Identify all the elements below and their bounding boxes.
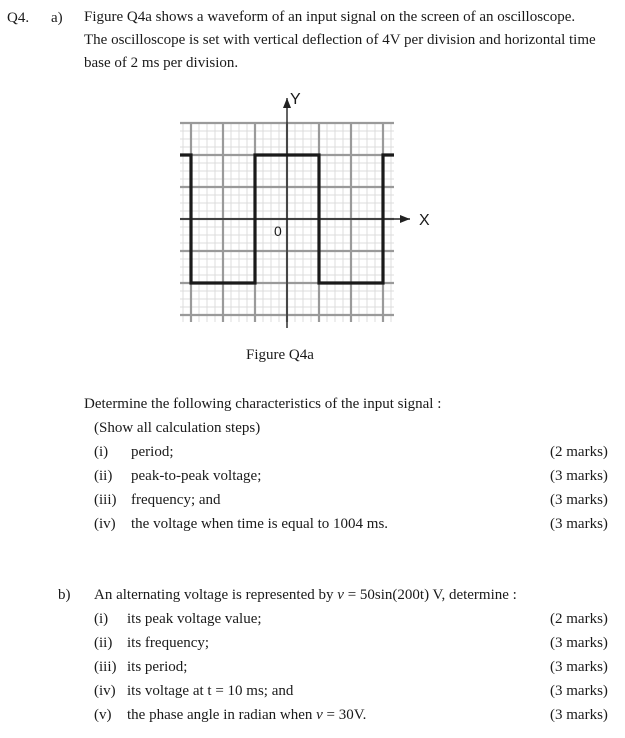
item-marks: (3 marks) [550,707,608,723]
item-number: (i) [94,444,109,460]
y-axis-label: Y [290,91,301,108]
item-marks: (3 marks) [550,468,608,484]
oscilloscope-figure [172,86,442,336]
item-text-pre: the phase angle in radian when [127,707,317,723]
item-text: its frequency; [127,635,210,651]
part-b-label: b) [58,587,71,603]
question-number: Q4. [7,10,30,26]
item-marks: (2 marks) [550,444,608,460]
x-axis-arrow [400,215,410,223]
item-number: (iv) [94,683,116,699]
intro-line-3: base of 2 ms per division. [84,55,239,71]
item-text-post: = 30V. [322,707,367,723]
item-number: (i) [94,611,109,627]
intro-text-post: = 50sin(200t) V, determine : [343,587,517,603]
part-a-intro [84,6,619,75]
intro-line-2: The oscilloscope is set with vertical deflection of 4V per division and horizontal time [84,32,596,48]
part-b-intro [94,586,517,604]
x-axis-label: X [419,212,430,229]
figure-caption: Figure Q4a [246,347,314,363]
item-marks: (3 marks) [550,659,608,675]
item-marks: (3 marks) [550,492,608,508]
item-number: (v) [94,707,112,723]
voltage-variable: v [337,587,344,603]
item-number: (iii) [94,659,117,675]
item-text: frequency; and [131,492,221,508]
item-text: peak-to-peak voltage; [131,468,262,484]
item-marks: (3 marks) [550,516,608,532]
item-text: period; [131,444,174,460]
part-a-instruction: Determine the following characteristics of the input signal : [84,396,442,412]
origin-label: 0 [274,223,282,239]
item-number: (ii) [94,468,113,484]
intro-text-pre: An alternating voltage is represented by [94,587,338,603]
item-text: its period; [127,659,188,675]
item-number: (iv) [94,516,116,532]
voltage-variable: v [316,707,323,723]
item-text [127,706,366,724]
item-number: (iii) [94,492,117,508]
item-marks: (2 marks) [550,611,608,627]
item-marks: (3 marks) [550,635,608,651]
item-text: the voltage when time is equal to 1004 ms. [131,516,389,532]
part-a-label: a) [51,10,63,26]
item-number: (ii) [94,635,113,651]
part-a-note: (Show all calculation steps) [94,420,261,436]
item-text: its peak voltage value; [127,611,262,627]
intro-line-1: Figure Q4a shows a waveform of an input signal on the screen of an oscilloscope. [84,9,576,25]
item-marks: (3 marks) [550,683,608,699]
item-text: its voltage at t = 10 ms; and [127,683,294,699]
